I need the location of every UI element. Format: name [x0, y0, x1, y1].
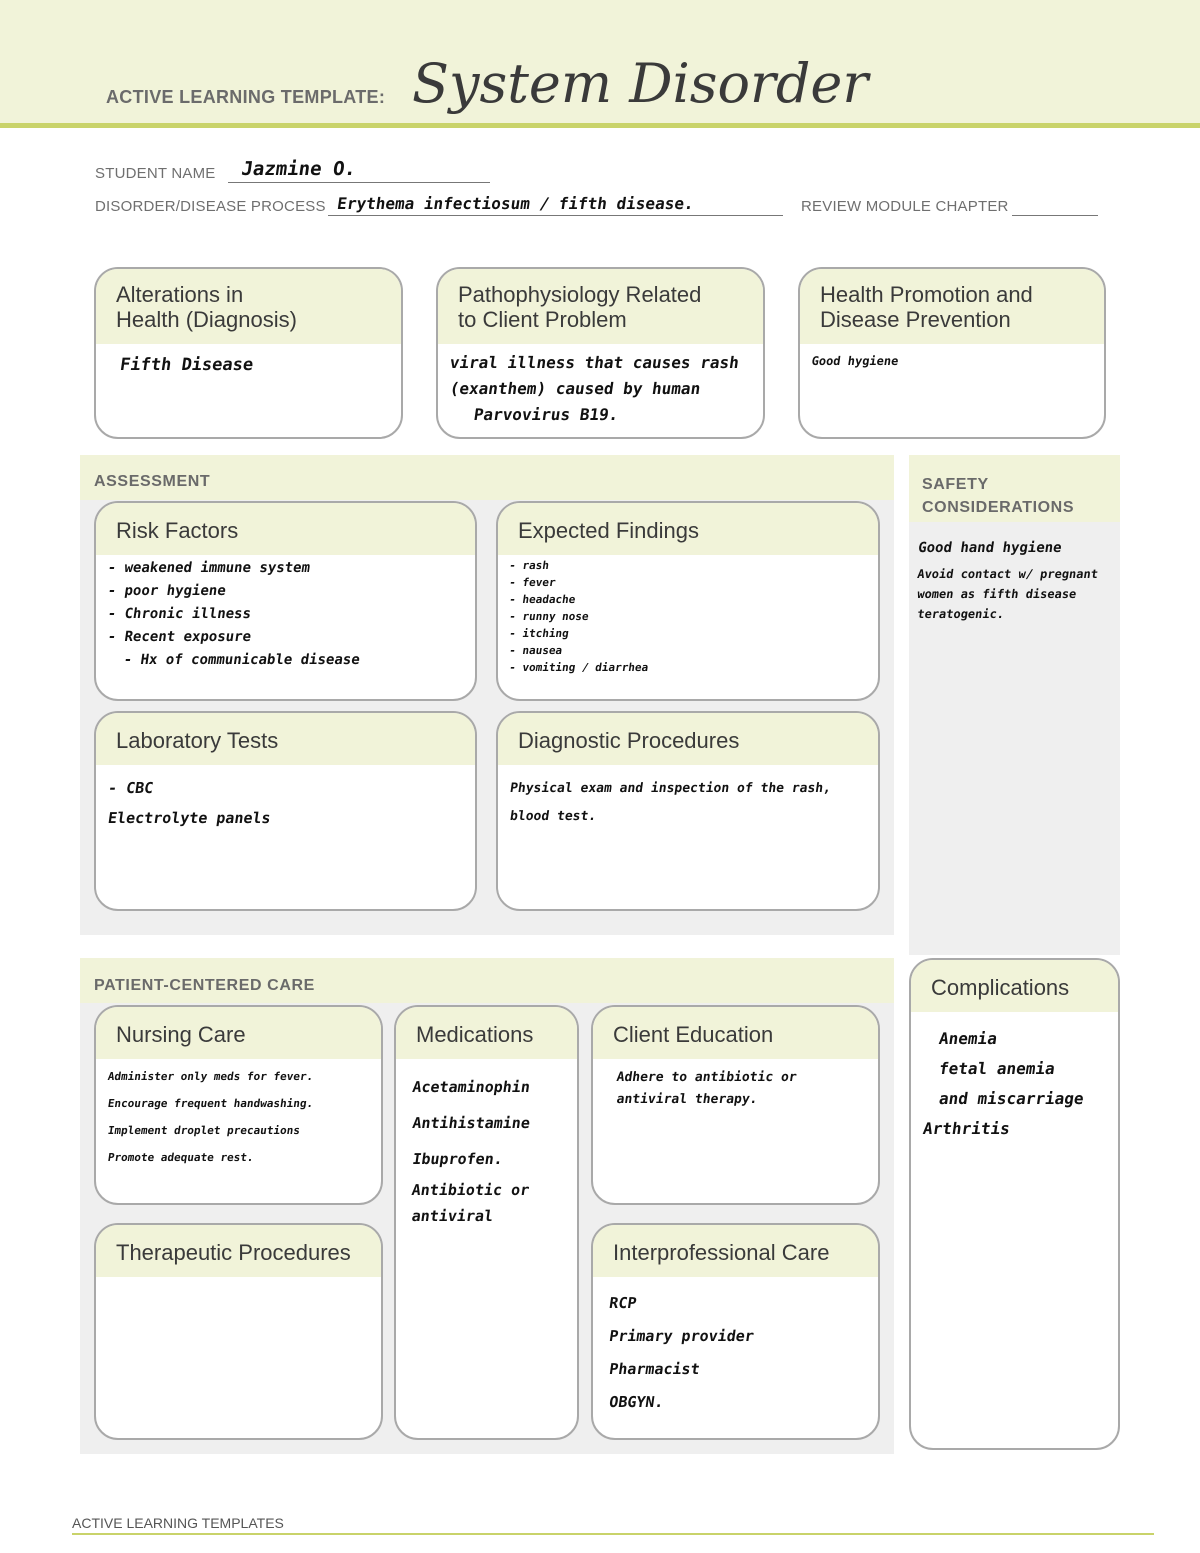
- patient-centered-care-title: PATIENT-CENTERED CARE: [94, 977, 315, 994]
- footer-label: ACTIVE LEARNING TEMPLATES: [72, 1515, 284, 1531]
- student-name-field[interactable]: [228, 158, 490, 183]
- disorder-label: DISORDER/DISEASE PROCESS: [95, 198, 326, 215]
- handwritten-line: - CBC: [106, 779, 155, 797]
- nursing-care-box: [94, 1005, 383, 1205]
- nursing-care-title: Nursing Care: [96, 1007, 381, 1059]
- complications-title: Complications: [911, 960, 1118, 1012]
- client-education-title: Client Education: [593, 1007, 878, 1059]
- laboratory-tests-box: [94, 711, 477, 911]
- review-module-label: REVIEW MODULE CHAPTER: [801, 198, 1009, 215]
- pathophysiology-box: [436, 267, 765, 439]
- handwritten-line: antiviral: [410, 1207, 495, 1225]
- handwritten-line: Antihistamine: [411, 1114, 532, 1132]
- disorder-value: Erythema infectiosum / fifth disease.: [336, 194, 696, 213]
- alterations-in-health-title: [96, 269, 401, 344]
- title-line: Health (Diagnosis): [116, 306, 297, 332]
- handwritten-line: - Recent exposure: [106, 629, 253, 645]
- therapeutic-procedures-box: [94, 1223, 383, 1440]
- handwritten-line: - weakened immune system: [106, 560, 312, 576]
- interprofessional-care-box: [591, 1223, 880, 1440]
- title-line: to Client Problem: [458, 306, 627, 332]
- diagnostic-procedures-title: Diagnostic Procedures: [498, 713, 878, 765]
- handwritten-line: - itching: [508, 627, 570, 640]
- handwritten-line: Avoid contact w/ pregnant: [916, 567, 1100, 581]
- handwritten-line: Parvovirus B19.: [472, 405, 620, 424]
- student-name-value: Jazmine O.: [240, 158, 358, 180]
- handwritten-line: Primary provider: [608, 1327, 756, 1345]
- complications-box: [909, 958, 1120, 1450]
- therapeutic-procedures-title: Therapeutic Procedures: [96, 1225, 381, 1277]
- health-promotion-title: [800, 269, 1104, 344]
- risk-factors-title: Risk Factors: [96, 503, 475, 555]
- handwritten-line: - runny nose: [508, 610, 590, 623]
- handwritten-line: - headache: [508, 593, 577, 606]
- handwritten-line: RCP: [608, 1294, 638, 1312]
- handwritten-line: Anemia: [937, 1029, 999, 1048]
- handwritten-line: - nausea: [508, 644, 564, 657]
- handwritten-line: Promote adequate rest.: [106, 1151, 255, 1164]
- header-divider: [0, 123, 1200, 128]
- safety-title: [922, 473, 1074, 519]
- medications-title: Medications: [396, 1007, 577, 1059]
- client-education-box: [591, 1005, 880, 1205]
- title-line: Health Promotion and: [820, 282, 1033, 307]
- handwritten-line: - Hx of communicable disease: [122, 652, 361, 668]
- handwritten-line: Implement droplet precautions: [106, 1124, 301, 1137]
- student-name-label: STUDENT NAME: [95, 165, 216, 182]
- handwritten-line: Antibiotic or: [410, 1181, 531, 1199]
- handwritten-line: viral illness that causes rash: [448, 353, 741, 372]
- expected-findings-box: [496, 501, 880, 701]
- handwritten-line: OBGYN.: [608, 1393, 665, 1411]
- safety-panel: [909, 455, 1120, 955]
- risk-factors-box: [94, 501, 477, 701]
- pathophysiology-title: [438, 269, 763, 344]
- handwritten-line: blood test.: [508, 809, 598, 824]
- handwritten-line: Encourage frequent handwashing.: [106, 1097, 315, 1110]
- handwritten-line: Good hygiene: [810, 354, 900, 368]
- handwritten-line: Administer only meds for fever.: [106, 1070, 315, 1083]
- title-line: Disease Prevention: [820, 306, 1011, 332]
- alterations-in-health-box: [94, 267, 403, 439]
- handwritten-line: Pharmacist: [608, 1360, 701, 1378]
- assessment-title: ASSESSMENT: [94, 473, 211, 490]
- handwritten-line: Arthritis: [921, 1119, 1012, 1138]
- footer-divider: [72, 1533, 1154, 1535]
- handwritten-line: - vomiting / diarrhea: [508, 661, 650, 674]
- handwritten-line: Adhere to antibiotic or: [615, 1070, 798, 1085]
- handwritten-line: Fifth Disease: [118, 355, 255, 375]
- handwritten-line: - poor hygiene: [106, 583, 227, 599]
- handwritten-line: Good hand hygiene: [917, 540, 1063, 556]
- template-title: System Disorder: [412, 52, 869, 115]
- handwritten-line: Physical exam and inspection of the rash,: [508, 781, 832, 796]
- handwritten-line: Ibuprofen.: [411, 1150, 505, 1168]
- diagnostic-procedures-box: [496, 711, 880, 911]
- health-promotion-box: [798, 267, 1106, 439]
- review-module-field[interactable]: [1012, 197, 1098, 216]
- handwritten-line: (exanthem) caused by human: [448, 379, 702, 398]
- safety-title-line: SAFETY: [922, 476, 989, 493]
- handwritten-line: teratogenic.: [916, 607, 1006, 621]
- template-label: ACTIVE LEARNING TEMPLATE:: [106, 87, 386, 107]
- handwritten-line: and miscarriage: [937, 1089, 1086, 1108]
- safety-content: [916, 532, 1116, 624]
- handwritten-line: - Chronic illness: [106, 606, 253, 622]
- safety-title-line: CONSIDERATIONS: [922, 499, 1075, 516]
- expected-findings-title: Expected Findings: [498, 503, 878, 555]
- handwritten-line: women as fifth disease: [916, 587, 1078, 601]
- handwritten-line: fetal anemia: [937, 1059, 1057, 1078]
- handwritten-line: - fever: [508, 576, 557, 589]
- disorder-field[interactable]: [328, 194, 783, 216]
- handwritten-line: - rash: [508, 559, 550, 572]
- handwritten-line: Acetaminophin: [411, 1078, 532, 1096]
- interprofessional-care-title: Interprofessional Care: [593, 1225, 878, 1277]
- medications-box: [394, 1005, 579, 1440]
- title-line: Alterations in: [116, 282, 244, 307]
- laboratory-tests-title: Laboratory Tests: [96, 713, 475, 765]
- handwritten-line: Electrolyte panels: [106, 809, 272, 827]
- title-line: Pathophysiology Related: [458, 282, 702, 307]
- handwritten-line: antiviral therapy.: [615, 1092, 759, 1107]
